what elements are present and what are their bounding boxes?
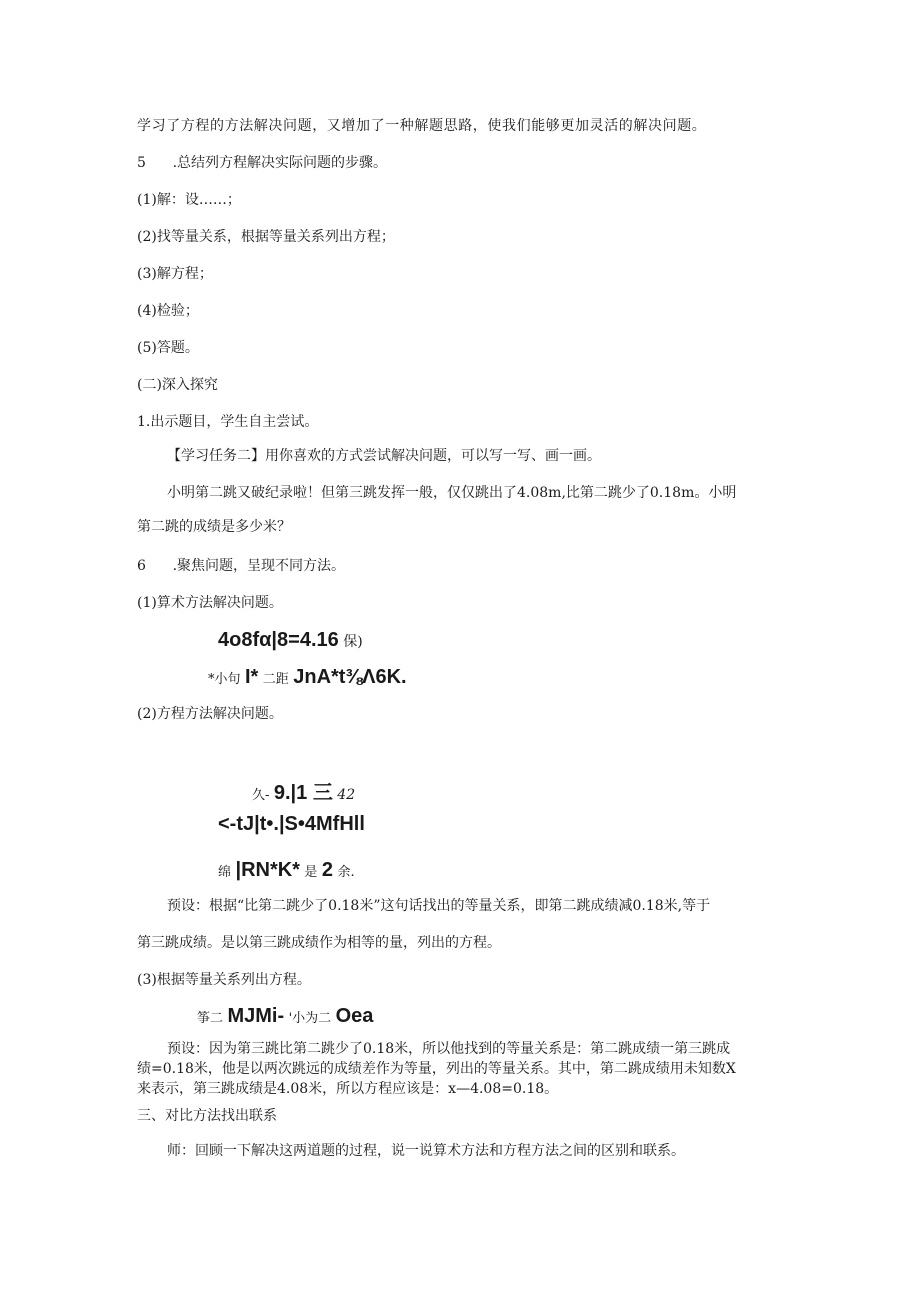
ocr-5d: 2 <box>321 859 334 881</box>
step-5: (5)答题。 <box>137 340 199 356</box>
ocr-2a: *小句 <box>208 672 241 687</box>
ocr-6a: 筝二 <box>197 1011 224 1026</box>
ocr-5e: 余. <box>337 865 355 880</box>
ocr-5a: 绵 <box>218 865 232 880</box>
ocr-2c: 二距 <box>262 672 289 687</box>
preset-1-line-2: 第三跳成绩。是以第三跳成绩作为相等的量，列出的方程。 <box>137 935 501 951</box>
method-3-heading: (3)根据等量关系列出方程。 <box>137 972 311 988</box>
ocr-2d: JnA*t⅜Λ6K. <box>293 666 407 688</box>
problem-line-2: 第二跳的成绩是多少米？ <box>137 519 291 535</box>
preset-2-line-3: 来表示，第三跳成绩是4.08米，所以方程应该是：x—4.08=0.18。 <box>137 1081 559 1097</box>
relation-equation <box>197 1004 373 1029</box>
ocr-5b: |RN*K* <box>235 859 300 881</box>
step-1: (1)解：设……； <box>137 192 241 208</box>
teacher-paragraph: 师：回顾一下解决这两道题的过程，说一说算术方法和方程方法之间的区别和联系。 <box>167 1143 685 1159</box>
ocr-6b: MJMi- <box>227 1005 285 1027</box>
section2-heading: (二)深入探究 <box>137 377 218 393</box>
item-6: 6 .聚焦问题，呈现不同方法。 <box>137 558 346 574</box>
intro-paragraph: 学习了方程的方法解决问题，又增加了一种解题思路，使我们能够更加灵活的解决问题。 <box>137 118 707 134</box>
step-3: (3)解方程； <box>137 266 213 282</box>
ocr-3b: 9.|1 三 <box>273 782 333 804</box>
ocr-5c: 是 <box>304 865 318 880</box>
ocr-3a: 久- <box>252 788 270 803</box>
ocr-1a: 4o8fα|8=4.16 <box>218 629 339 651</box>
step-2: (2)找等量关系，根据等量关系列出方程； <box>137 229 395 245</box>
equation-line-1 <box>252 781 355 806</box>
equation-answer <box>218 858 355 883</box>
step-4: (4)检验； <box>137 303 199 319</box>
item-1: 1.出示题目，学生自主尝试。 <box>137 414 319 430</box>
method-1-heading: (1)算术方法解决问题。 <box>137 595 283 611</box>
preset-1-line-1: 预设：根据“比第二跳少了0.18米”这句话找出的等量关系，即第二跳成绩减0.18米,等于 <box>167 898 711 914</box>
ocr-3c: 42 <box>337 787 356 803</box>
ocr-6c: '小为二 <box>288 1011 332 1026</box>
ocr-1b: 保) <box>343 634 363 650</box>
equation-line-2: <-tJ|t•.|S•4MfHll <box>218 813 365 835</box>
preset-2-line-1: 预设：因为第三跳比第二跳少了0.18米，所以他找到的等量关系是：第二跳成绩一第三跳成 <box>167 1041 731 1057</box>
summary-heading: 5 .总结列方程解决实际问题的步骤。 <box>137 155 388 171</box>
problem-line-1: 小明第二跳又破纪录啦！但第三跳发挥一般，仅仅跳出了4.08m,比第二跳少了0.18m。小明 <box>167 485 737 501</box>
ocr-6d: Oea <box>335 1005 374 1027</box>
arithmetic-equation <box>218 628 363 652</box>
method-2-heading: (2)方程方法解决问题。 <box>137 706 283 722</box>
preset-2-line-2: 绩=0.18米，他是以两次跳远的成绩差作为等量，列出的等量关系。其中，第二跳成绩用未知数X <box>137 1061 736 1077</box>
learning-task: 【学习任务二】用你喜欢的方式尝试解决问题，可以写一写、画一画。 <box>167 448 601 464</box>
arithmetic-answer <box>208 665 407 690</box>
ocr-2b: I* <box>244 666 259 688</box>
section3-heading: 三、对比方法找出联系 <box>137 1108 277 1124</box>
